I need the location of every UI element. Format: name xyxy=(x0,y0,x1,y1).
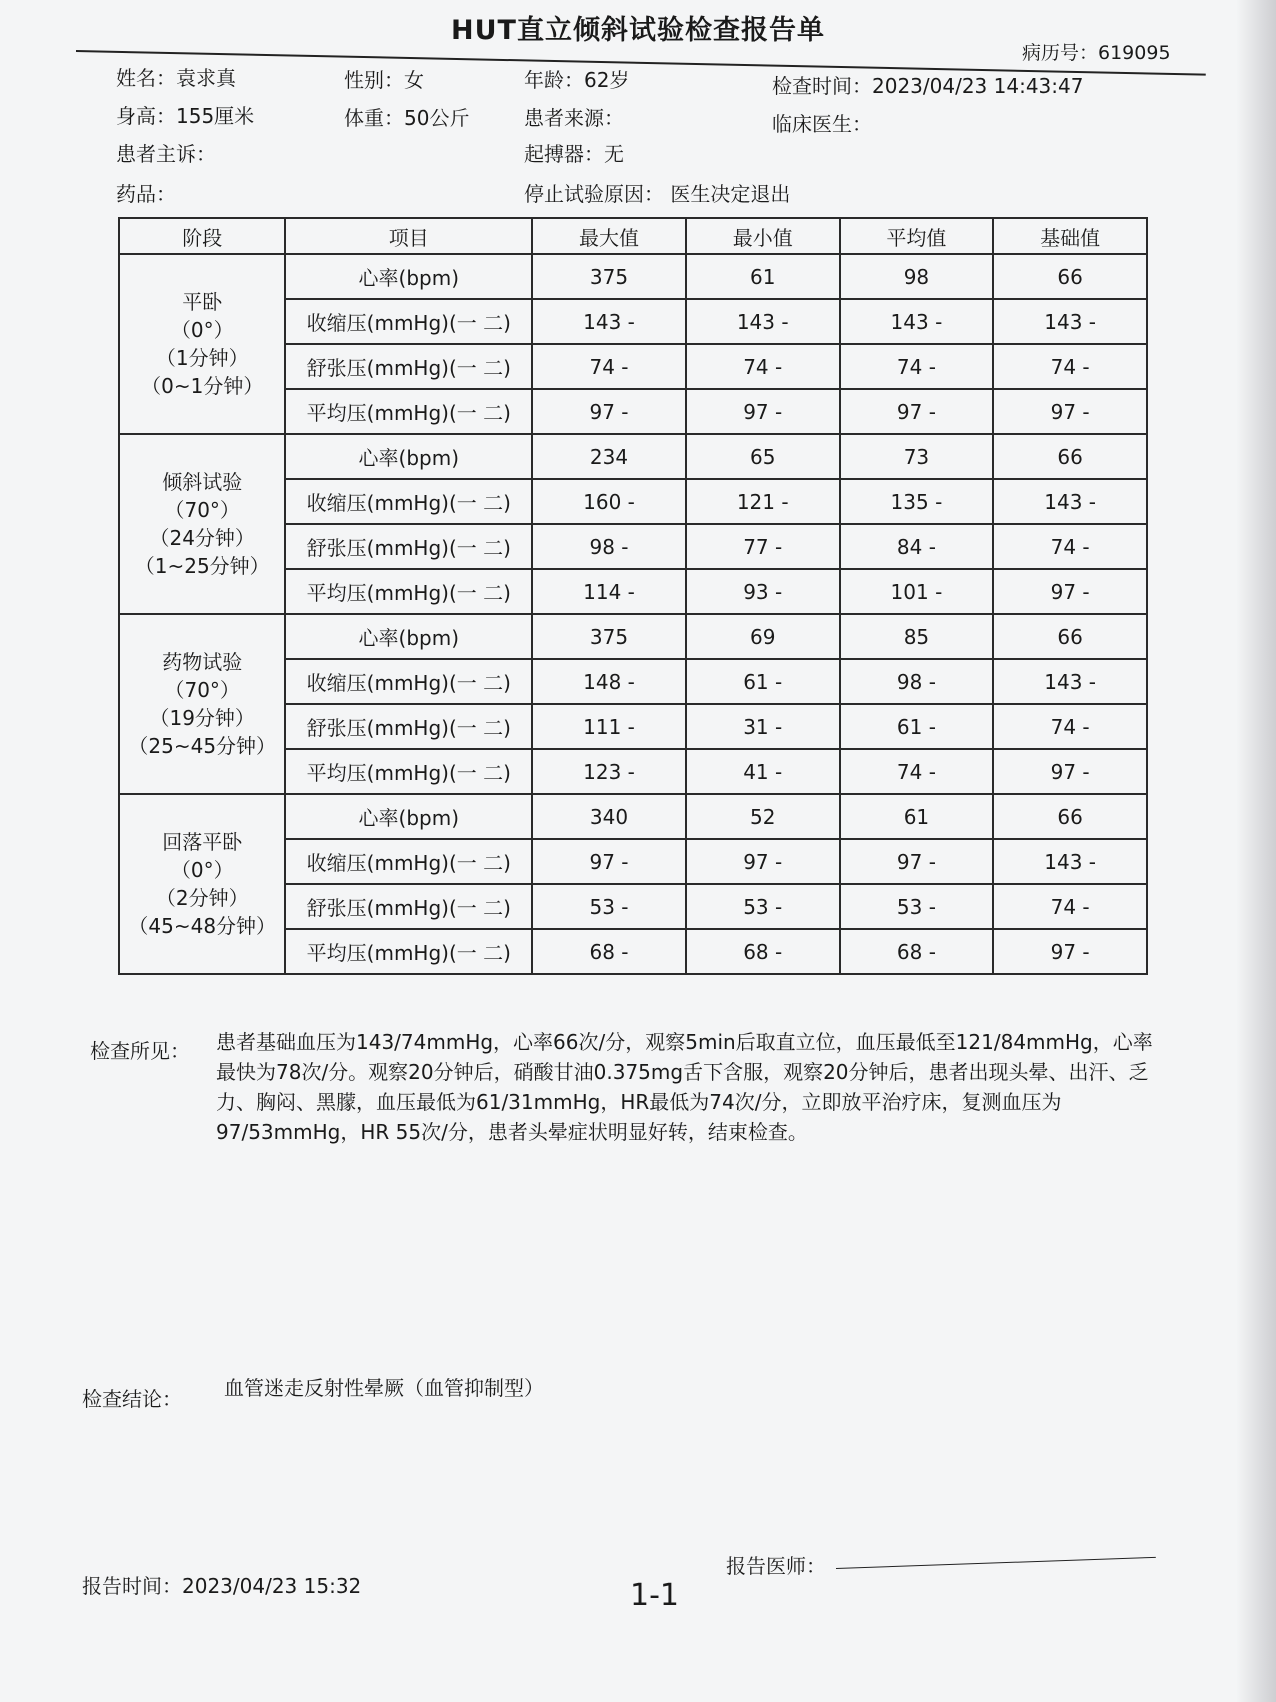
value-cell: 148 - xyxy=(532,659,686,704)
value-cell: 74 - xyxy=(993,344,1147,389)
value-cell: 97 - xyxy=(993,389,1147,434)
value-cell: 98 - xyxy=(840,659,994,704)
value-cell: 74 - xyxy=(993,884,1147,929)
value-cell: 143 - xyxy=(993,839,1147,884)
value-cell: 61 - xyxy=(840,704,994,749)
value-cell: 53 - xyxy=(532,884,686,929)
header-stage: 阶段 xyxy=(119,218,285,254)
value-cell: 31 - xyxy=(686,704,840,749)
stage-line: 回落平卧 xyxy=(162,830,243,854)
item-cell: 平均压(mmHg)(一 二) xyxy=(285,749,532,794)
page-number: 1-1 xyxy=(630,1578,679,1613)
value-cell: 143 - xyxy=(993,299,1147,344)
item-cell: 平均压(mmHg)(一 二) xyxy=(285,569,532,614)
signature-line xyxy=(836,1557,1156,1569)
value-cell: 340 xyxy=(532,794,686,839)
item-cell: 收缩压(mmHg)(一 二) xyxy=(285,839,532,884)
table-row xyxy=(119,614,1147,659)
findings-text: 患者基础血压为143/74mmHg，心率66次/分，观察5min后取直立位，血压最低至121/84mmHg，心率最快为78次/分。观察20分钟后，硝酸甘油0.375mg舌下含服，观察20分钟后，患者出现头晕、出汗、乏力、胸闷、黑朦，血压最低为61/31mmHg，HR最低为74次/分，立即放平治疗床，复测血压为97/53mmHg，HR 55次/分，患者头晕症状明显好转，结束检查。 xyxy=(216,1030,1153,1144)
conclusion-text: 血管迷走反射性晕厥（血管抑制型） xyxy=(224,1376,544,1400)
item-cell: 舒张压(mmHg)(一 二) xyxy=(285,344,532,389)
stage-line: （24分钟） xyxy=(149,526,255,550)
value-cell: 97 - xyxy=(993,929,1147,974)
stage-line: （0°） xyxy=(170,318,234,342)
value-cell: 97 - xyxy=(840,839,994,884)
value-cell: 74 - xyxy=(840,749,994,794)
record-number: 病历号：619095 xyxy=(1022,42,1171,64)
stage-line: （0~1分钟） xyxy=(141,374,264,398)
value-cell: 68 - xyxy=(840,929,994,974)
stage-line: （70°） xyxy=(164,678,240,702)
value-cell: 69 xyxy=(686,614,840,659)
value-cell: 101 - xyxy=(840,569,994,614)
value-cell: 135 - xyxy=(840,479,994,524)
item-cell: 平均压(mmHg)(一 二) xyxy=(285,389,532,434)
value-cell: 97 - xyxy=(993,569,1147,614)
value-cell: 84 - xyxy=(840,524,994,569)
value-cell: 61 xyxy=(840,794,994,839)
value-cell: 66 xyxy=(993,254,1147,299)
value-cell: 73 xyxy=(840,434,994,479)
value-cell: 53 - xyxy=(686,884,840,929)
report-doctor-label: 报告医师： xyxy=(726,1554,826,1578)
item-cell: 心率(bpm) xyxy=(285,254,532,299)
value-cell: 97 - xyxy=(686,389,840,434)
clinician: 临床医生： xyxy=(772,112,872,136)
value-cell: 143 - xyxy=(686,299,840,344)
stage-line: （1~25分钟） xyxy=(134,554,270,578)
stage-line: （45~48分钟） xyxy=(128,914,277,938)
value-cell: 53 - xyxy=(840,884,994,929)
value-cell: 234 xyxy=(532,434,686,479)
stage-line: 药物试验 xyxy=(162,650,243,674)
value-cell: 74 - xyxy=(840,344,994,389)
stage-cell xyxy=(119,434,285,614)
value-cell: 375 xyxy=(532,254,686,299)
stage-line: （1分钟） xyxy=(155,346,249,370)
stage-cell xyxy=(119,614,285,794)
stage-line: （25~45分钟） xyxy=(128,734,277,758)
table-row xyxy=(119,434,1147,479)
value-cell: 160 - xyxy=(532,479,686,524)
item-cell: 舒张压(mmHg)(一 二) xyxy=(285,704,532,749)
value-cell: 143 - xyxy=(840,299,994,344)
drug: 药品： xyxy=(116,182,176,206)
value-cell: 97 - xyxy=(532,839,686,884)
value-cell: 66 xyxy=(993,614,1147,659)
patient-sex: 性别：女 xyxy=(344,68,424,92)
value-cell: 123 - xyxy=(532,749,686,794)
table-body xyxy=(119,254,1147,974)
value-cell: 97 - xyxy=(686,839,840,884)
value-cell: 77 - xyxy=(686,524,840,569)
value-cell: 66 xyxy=(993,794,1147,839)
value-cell: 74 - xyxy=(532,344,686,389)
value-cell: 52 xyxy=(686,794,840,839)
value-cell: 74 - xyxy=(686,344,840,389)
stage-line: 倾斜试验 xyxy=(162,470,243,494)
paper-shadow xyxy=(1236,0,1276,1702)
pacemaker: 起搏器：无 xyxy=(524,142,624,166)
item-cell: 收缩压(mmHg)(一 二) xyxy=(285,659,532,704)
patient-name: 姓名：袁求真 xyxy=(116,66,236,90)
item-cell: 心率(bpm) xyxy=(285,434,532,479)
chief-complaint: 患者主诉： xyxy=(116,142,216,166)
stage-line: （2分钟） xyxy=(155,886,249,910)
value-cell: 85 xyxy=(840,614,994,659)
value-cell: 93 - xyxy=(686,569,840,614)
item-cell: 心率(bpm) xyxy=(285,794,532,839)
conclusion-label: 检查结论： xyxy=(82,1387,182,1411)
patient-weight: 体重：50公斤 xyxy=(344,106,470,130)
patient-height: 身高：155厘米 xyxy=(116,104,255,128)
value-cell: 41 - xyxy=(686,749,840,794)
value-cell: 74 - xyxy=(993,704,1147,749)
item-cell: 收缩压(mmHg)(一 二) xyxy=(285,479,532,524)
header-avg: 平均值 xyxy=(840,218,994,254)
value-cell: 98 xyxy=(840,254,994,299)
stop-reason: 停止试验原因： 医生决定退出 xyxy=(524,182,791,206)
value-cell: 111 - xyxy=(532,704,686,749)
item-cell: 心率(bpm) xyxy=(285,614,532,659)
value-cell: 143 - xyxy=(993,659,1147,704)
value-cell: 68 - xyxy=(532,929,686,974)
value-cell: 61 xyxy=(686,254,840,299)
value-cell: 66 xyxy=(993,434,1147,479)
stage-cell xyxy=(119,254,285,434)
stage-line: （70°） xyxy=(164,498,240,522)
item-cell: 平均压(mmHg)(一 二) xyxy=(285,929,532,974)
item-cell: 舒张压(mmHg)(一 二) xyxy=(285,524,532,569)
stage-line: （19分钟） xyxy=(149,706,255,730)
stage-line: 平卧 xyxy=(182,290,223,314)
table-row xyxy=(119,794,1147,839)
report-title: HUT直立倾斜试验检查报告单 xyxy=(451,15,825,46)
value-cell: 97 - xyxy=(840,389,994,434)
value-cell: 74 - xyxy=(993,524,1147,569)
patient-source: 患者来源： xyxy=(524,106,624,130)
value-cell: 98 - xyxy=(532,524,686,569)
header-item: 项目 xyxy=(285,218,532,254)
value-cell: 375 xyxy=(532,614,686,659)
findings-label: 检查所见： xyxy=(90,1039,190,1063)
value-cell: 143 - xyxy=(532,299,686,344)
stage-line: （0°） xyxy=(170,858,234,882)
value-cell: 97 - xyxy=(993,749,1147,794)
header-max: 最大值 xyxy=(532,218,686,254)
header-min: 最小值 xyxy=(686,218,840,254)
item-cell: 收缩压(mmHg)(一 二) xyxy=(285,299,532,344)
patient-age: 年龄：62岁 xyxy=(524,68,630,92)
value-cell: 65 xyxy=(686,434,840,479)
table-row xyxy=(119,254,1147,299)
value-cell: 114 - xyxy=(532,569,686,614)
header-base: 基础值 xyxy=(993,218,1147,254)
value-cell: 143 - xyxy=(993,479,1147,524)
table-header-row xyxy=(119,218,1147,254)
value-cell: 97 - xyxy=(532,389,686,434)
value-cell: 61 - xyxy=(686,659,840,704)
exam-time: 检查时间：2023/04/23 14:43:47 xyxy=(772,74,1084,98)
results-table xyxy=(118,217,1148,975)
report-time: 报告时间：2023/04/23 15:32 xyxy=(82,1574,362,1598)
value-cell: 121 - xyxy=(686,479,840,524)
stage-cell xyxy=(119,794,285,974)
value-cell: 68 - xyxy=(686,929,840,974)
item-cell: 舒张压(mmHg)(一 二) xyxy=(285,884,532,929)
